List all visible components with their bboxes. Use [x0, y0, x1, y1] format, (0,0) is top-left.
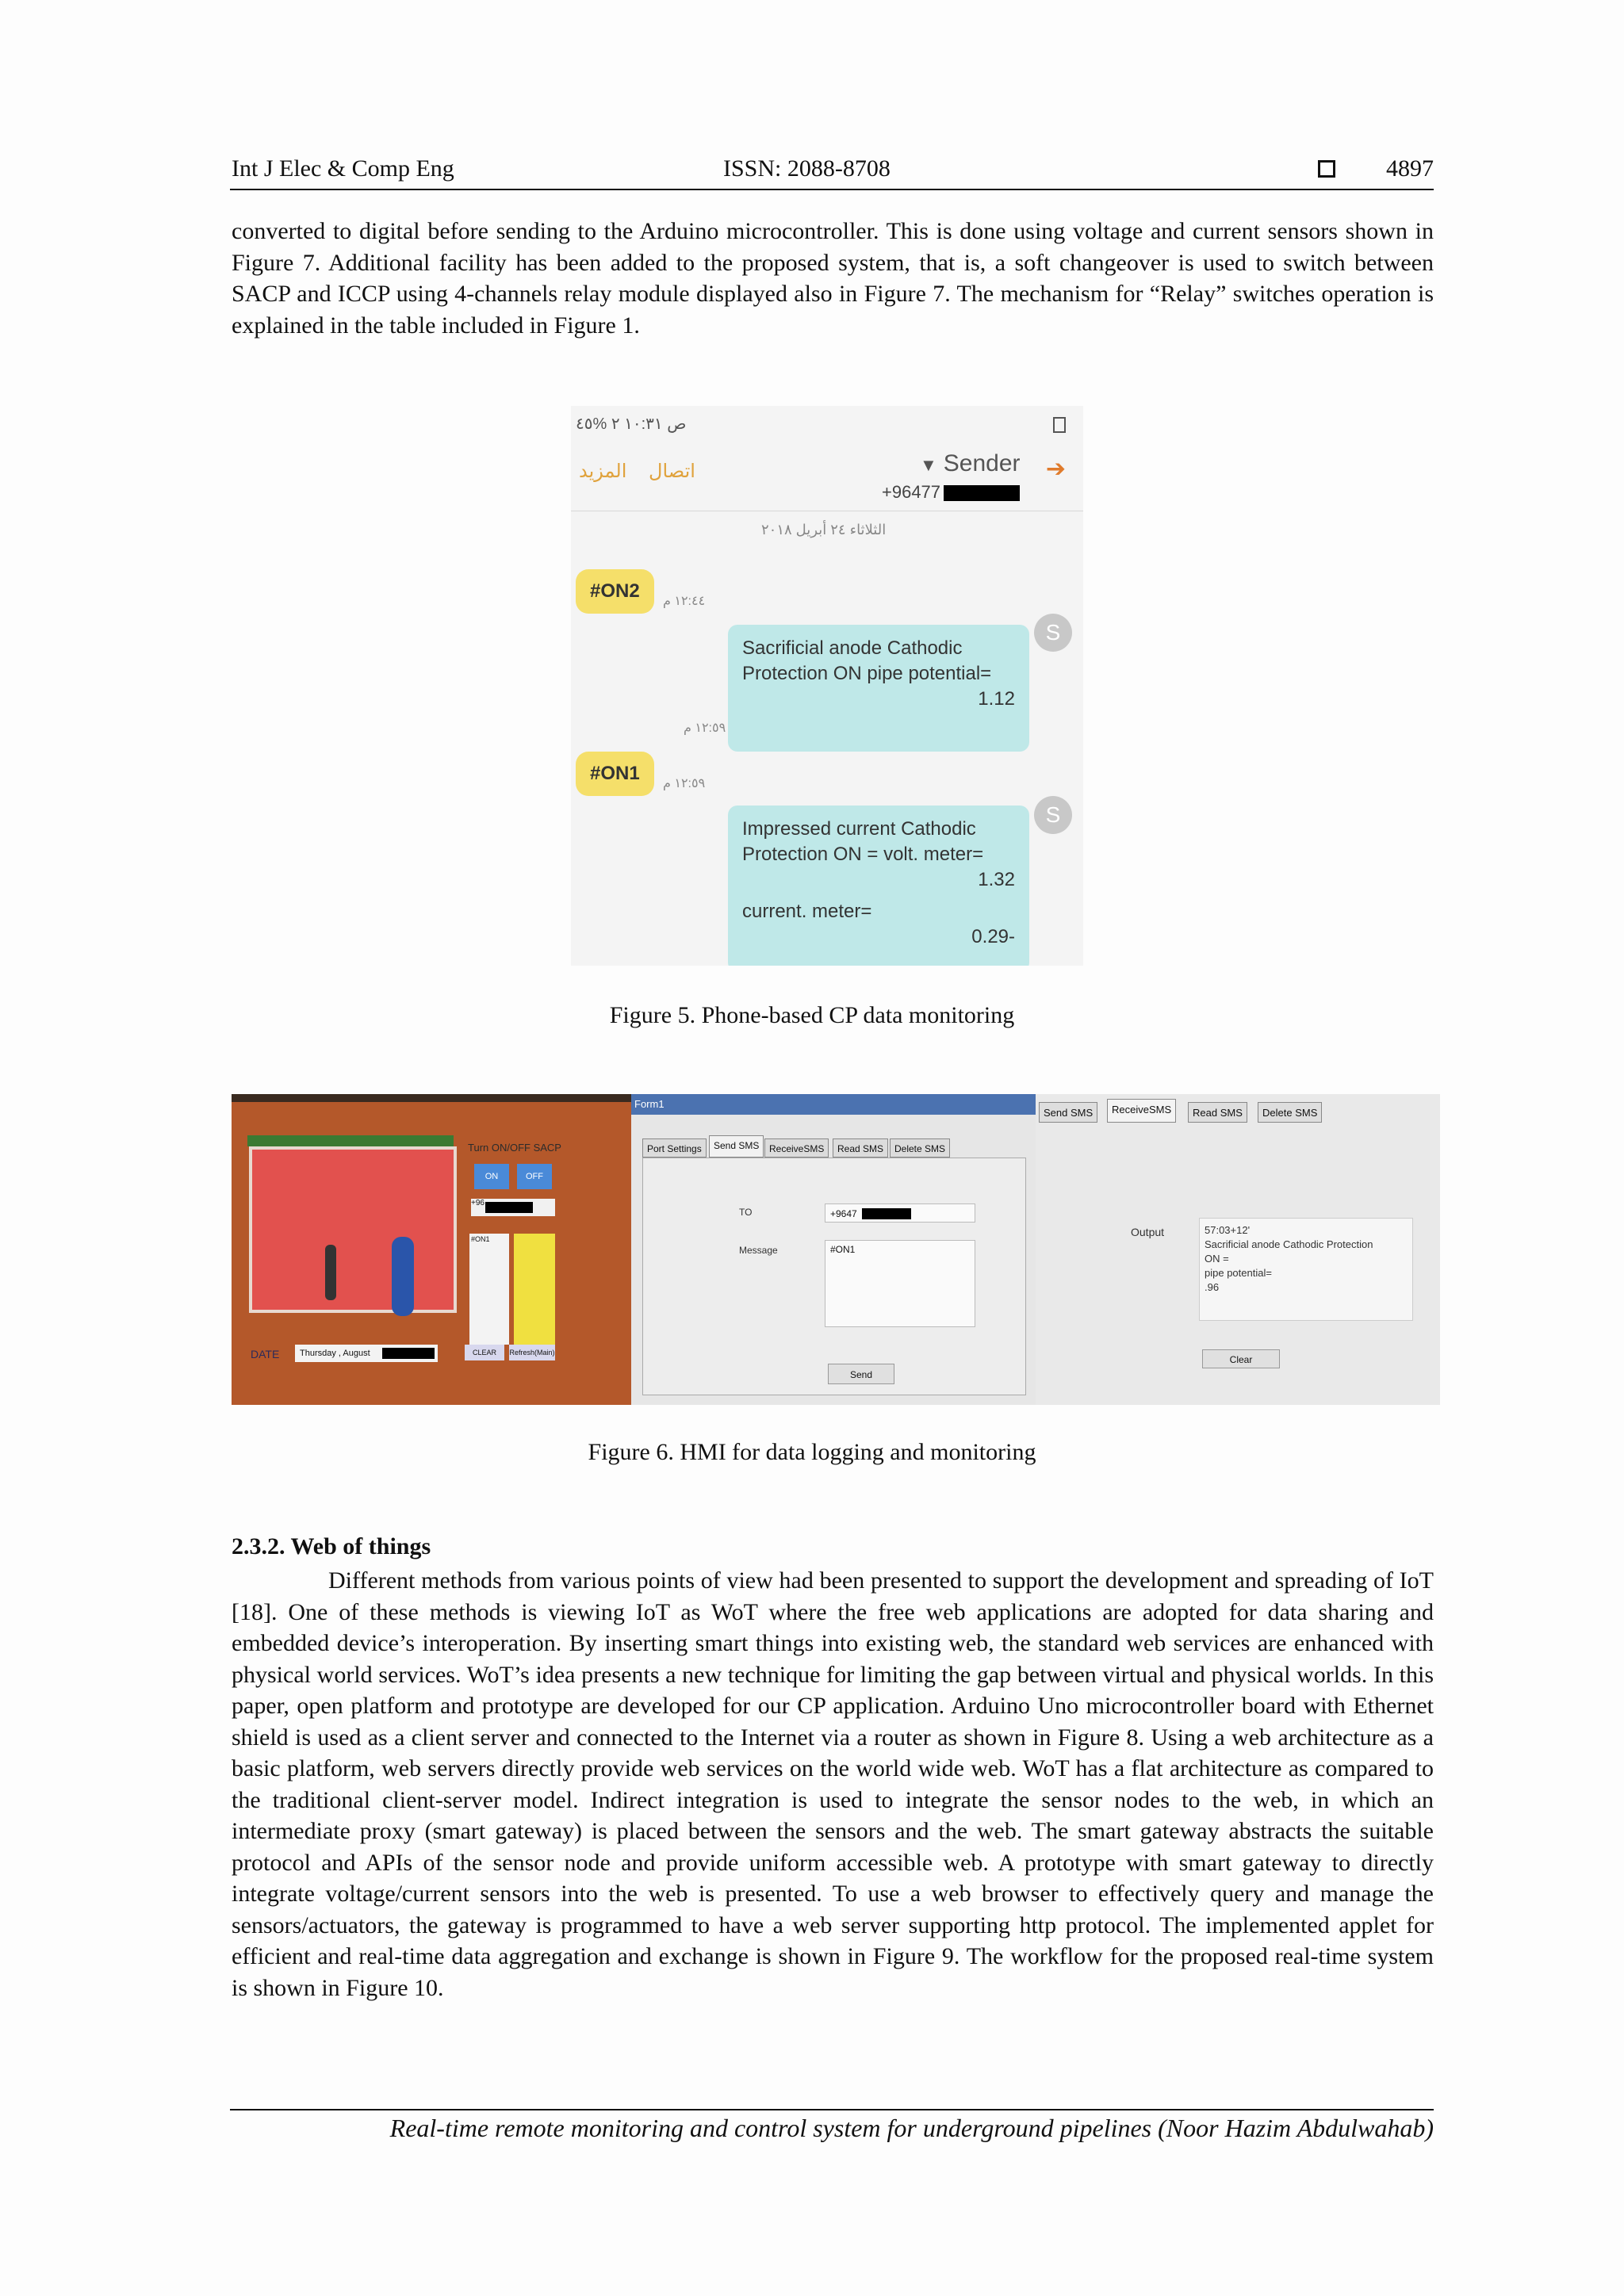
redaction-bar [862, 1208, 911, 1219]
page-number: 4897 [1386, 155, 1434, 182]
date-text: Thursday , August [300, 1349, 370, 1358]
output-label: Output [1131, 1226, 1165, 1238]
message-input[interactable]: #ON1 [825, 1240, 975, 1327]
message-time: ١٢:٤٤ م [663, 595, 706, 608]
sender-number-text: +96477 [882, 482, 941, 502]
input-text: +96 [471, 1199, 485, 1207]
message-bubble-incoming [728, 625, 1029, 752]
send-button[interactable]: Send [828, 1364, 894, 1384]
sender-name [920, 450, 1021, 477]
output-textbox[interactable]: 57:03+12' Sacrificial anode Cathodic Protection ON = pipe potential= .96 [1199, 1218, 1413, 1321]
section-paragraph: Different methods from various points of view had been presented to support the development and spreading of IoT [18]. One of these methods is viewing IoT as WoT where the free web applications are adopted for data sharing and embedded device’s interoperation. By inserting smart things into existing web, the standard web services are enhanced with physical world services. WoT’s idea presents a new technique for limiting the gap between virtual and physical worlds. In this paper, open platform and prototype are developed for our CP application. Arduino Uno microcontroller board with Ethernet shield is used as a client server and connected to the Internet via a router as shown in Figure 8. Using a web architecture as a basic platform, web servers directly provide web services on the world wide web. WoT has a flat architecture as compared to the traditional client-server model. Indirect integration is used to integrate the sensor nodes to the web, in which an intermediate proxy (smart gateway) is placed between the sensors and the web. The smart gateway abstracts the suitable protocol and APIs of the sensor node and provide uniform accessible web. A prototype with smart gateway to directly integrate voltage/current sensors into the web is presented. To use a web browser to effectively query and manage the sensors/actuators, the gateway is programmed to have a web server supporting http protocol. The implemented applet for efficient and real-time data aggregation and exchange is shown in Figure 9. The workflow for the proposed real-time system is shown in Figure 10. [232, 1567, 1434, 2001]
tab-read-sms[interactable]: Read SMS [1188, 1102, 1247, 1123]
dropdown-triangle-icon: ▼ [920, 455, 937, 475]
tab-delete-sms[interactable]: Delete SMS [1258, 1102, 1322, 1123]
message-time: ١٢:٥٩ م [684, 721, 726, 735]
figure-6-hmi-panel-1 [232, 1094, 631, 1405]
tab-send-sms[interactable]: Send SMS [1039, 1102, 1097, 1123]
to-input[interactable] [825, 1203, 975, 1223]
sender-number [882, 482, 1020, 503]
issn: ISSN: 2088-8708 [723, 155, 891, 182]
off-button[interactable]: OFF [517, 1164, 552, 1189]
on-button[interactable]: ON [474, 1164, 509, 1189]
sender-label: Sender [943, 450, 1021, 476]
message-bubble-outgoing: #ON2 [576, 569, 654, 614]
message-value: 1.32 [978, 869, 1015, 890]
clear-button[interactable]: CLEAR [465, 1345, 504, 1360]
message-value: 0.29- [971, 926, 1015, 947]
date-label: DATE [251, 1348, 280, 1360]
to-label: TO [739, 1207, 753, 1218]
tab-send-sms[interactable]: Send SMS [709, 1135, 764, 1158]
anode-illustration [325, 1245, 336, 1300]
ground-surface [247, 1135, 454, 1146]
call-link[interactable]: اتصال [649, 461, 695, 482]
message-bubble-outgoing: #ON1 [576, 752, 654, 796]
message-text: current. meter= [742, 901, 872, 922]
input-text: +9647 [830, 1208, 857, 1219]
window-titlebar [232, 1094, 631, 1102]
tab-port-settings[interactable]: Port Settings [642, 1138, 707, 1158]
footer-rule [230, 2109, 1434, 2110]
log-panel [514, 1234, 555, 1345]
message-value: 1.12 [978, 688, 1015, 710]
avatar: S [1034, 796, 1072, 834]
figure-6-caption: Figure 6. HMI for data logging and monitoring [588, 1439, 1036, 1465]
section-heading: 2.3.2. Web of things [232, 1533, 431, 1559]
refresh-button[interactable]: Refresh(Main) [509, 1345, 555, 1360]
message-bubble-incoming [728, 806, 1029, 966]
list-item: #ON1 [471, 1235, 490, 1243]
tab-read-sms[interactable]: Read SMS [833, 1138, 888, 1158]
sim-icon [1053, 417, 1066, 433]
soil-box-illustration [249, 1146, 457, 1313]
tab-receive-sms[interactable]: ReceiveSMS [1107, 1099, 1176, 1123]
window-titlebar: Form1 [631, 1094, 1036, 1115]
message-text: Sacrificial anode Cathodic Protection ON pipe potential= [742, 637, 992, 684]
header-rule [230, 189, 1434, 190]
redaction-bar [382, 1348, 435, 1359]
square-icon [1318, 160, 1335, 178]
panel-title: Turn ON/OFF SACP [468, 1142, 561, 1154]
date-field[interactable] [295, 1345, 438, 1362]
clear-button[interactable]: Clear [1202, 1349, 1280, 1368]
tab-delete-sms[interactable]: Delete SMS [890, 1138, 950, 1158]
avatar: S [1034, 614, 1072, 652]
message-list [469, 1234, 509, 1345]
forward-arrow-icon[interactable]: ➔ [1045, 456, 1066, 482]
phone-number-input[interactable] [471, 1199, 555, 1216]
figure-6-hmi-panel-2 [631, 1094, 1036, 1405]
message-text: Impressed current Cathodic Protection ON = volt. meter= [742, 818, 984, 865]
message-time: ١٢:٥٩ م [663, 777, 706, 790]
journal-name: Int J Elec & Comp Eng [232, 155, 454, 182]
intro-paragraph: converted to digital before sending to the Arduino microcontroller. This is done using voltage and current sensors shown in Figure 7. Additional facility has been added to the proposed system, that is, a soft changeover is used to switch between SACP and ICCP using 4-channels relay module displayed also in Figure 7. The mechanism for “Relay” switches operation is explained in the table included in Figure 1. [232, 218, 1434, 339]
conversation-date: الثلاثاء ٢٤ أبريل ٢٠١٨ [761, 522, 887, 538]
redaction-bar [485, 1202, 533, 1213]
tab-receive-sms[interactable]: ReceiveSMS [764, 1138, 829, 1158]
message-label: Message [739, 1245, 778, 1256]
page-header [232, 155, 1434, 190]
pipe-illustration [392, 1237, 414, 1316]
running-footer: Real-time remote monitoring and control system for underground pipelines (Noor Hazim Abdulwahab) [389, 2114, 1434, 2142]
figure-5-phone-screenshot [571, 406, 1083, 966]
redaction-bar [944, 485, 1020, 501]
more-link[interactable]: المزيد [579, 461, 627, 482]
figure-5-caption: Figure 5. Phone-based CP data monitoring [609, 1002, 1015, 1028]
figure-6-hmi-panel-3 [1036, 1094, 1440, 1405]
status-bar: ص ١٠:٣١ ٢ %٤٥ [576, 415, 687, 433]
